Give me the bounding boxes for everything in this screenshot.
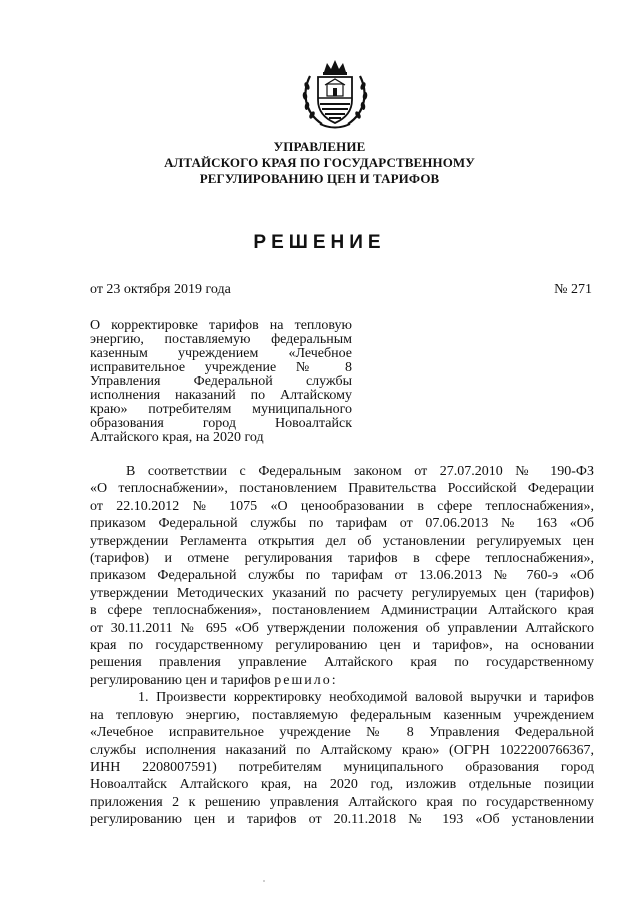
body-line: на тепловую энергию, поставляемую федеральным казенным учреждением <box>90 707 594 723</box>
subject-line: краю» потребителям муниципального <box>90 402 352 417</box>
body-line: ИНН 2208007591) потребителям муниципального образования город <box>90 759 594 775</box>
body-line: утверждении Регламента открытия дел об установлении регулируемых цен <box>90 533 594 549</box>
body-line-text: регулированию цен и тарифов <box>90 672 275 688</box>
body-line: Новоалтайск Алтайского края, на 2020 год, изложив отдельные позиции <box>90 777 594 793</box>
body-line: края по государственному регулированию цен и тарифов», на основании <box>90 638 594 654</box>
document-subject <box>90 319 352 445</box>
body-line: утверждении Методических указаний по расчету регулируемых цен (тарифов) <box>90 585 594 601</box>
subject-line: О корректировке тарифов на тепловую <box>90 318 352 333</box>
subject-line: образования город Новоалтайск <box>90 416 352 431</box>
subject-line: энергию, поставляемую федеральным <box>90 332 352 347</box>
subject-line: Управления Федеральной службы <box>90 374 352 389</box>
body-line: приложения 2 к решению управления Алтайского края по государственному <box>90 794 594 810</box>
body-line: от 22.10.2012 № 1075 «О ценообразовании в сфере теплоснабжения», <box>90 498 594 514</box>
agency-name-line-2: АЛТАЙСКОГО КРАЯ ПО ГОСУДАРСТВЕННОМУ <box>164 155 475 170</box>
agency-name-line-3: РЕГУЛИРОВАНИЮ ЦЕН И ТАРИФОВ <box>199 171 440 186</box>
body-line: от 30.11.2011 № 695 «Об утверждении положения об управлении Алтайского <box>90 620 594 636</box>
body-line: 1. Произвести корректировку необходимой валовой выручки и тарифов <box>138 690 594 706</box>
subject-line: казенным учреждением «Лечебное <box>90 346 352 361</box>
subject-line: исправительное учреждение № 8 <box>90 360 352 375</box>
decided-word: решило <box>274 672 332 688</box>
scan-artifact <box>263 880 265 882</box>
body-line: службы исполнения наказаний по Алтайскому краю» (ОГРН 1022200766367, <box>90 742 594 758</box>
body-line-decision <box>90 672 594 689</box>
body-line: приказом Федеральной службы по тарифам от 07.06.2013 № 163 «Об <box>90 516 594 532</box>
body-line: В соответствии с Федеральным законом от 27.07.2010 № 190-ФЗ <box>126 464 594 479</box>
agency-name-line-1: УПРАВЛЕНИЕ <box>273 139 366 154</box>
document-body <box>90 463 594 829</box>
document-number: № 271 <box>554 282 592 297</box>
body-line: (тарифов) и отмене регулирования тарифов в сфере теплоснабжения», <box>90 551 594 567</box>
decided-colon: : <box>331 672 336 688</box>
subject-line: исполнения наказаний по Алтайскому <box>90 388 352 403</box>
body-line: «О теплоснабжении», постановлением Правительства Российской Федерации <box>90 481 594 497</box>
body-line: приказом Федеральной службы по тарифам от 13.06.2013 № 760-э «Об <box>90 568 594 584</box>
document-title: РЕШЕНИЕ <box>253 232 386 253</box>
body-line: регулированию цен и тарифов от 20.11.2018 № 193 «Об установлении <box>90 812 594 828</box>
body-line: «Лечебное исправительное учреждение № 8 Управления Федеральной <box>90 725 594 741</box>
coat-of-arms-emblem <box>296 54 374 132</box>
body-line: в сфере теплоснабжения», постановлением Администрации Алтайского края <box>90 603 594 619</box>
body-line: решения правления управление Алтайского края по государственному <box>90 655 594 671</box>
emblem-icon <box>296 54 374 132</box>
document-date: от 23 октября 2019 года <box>90 282 231 297</box>
subject-line: Алтайского края, на 2020 год <box>90 430 264 445</box>
